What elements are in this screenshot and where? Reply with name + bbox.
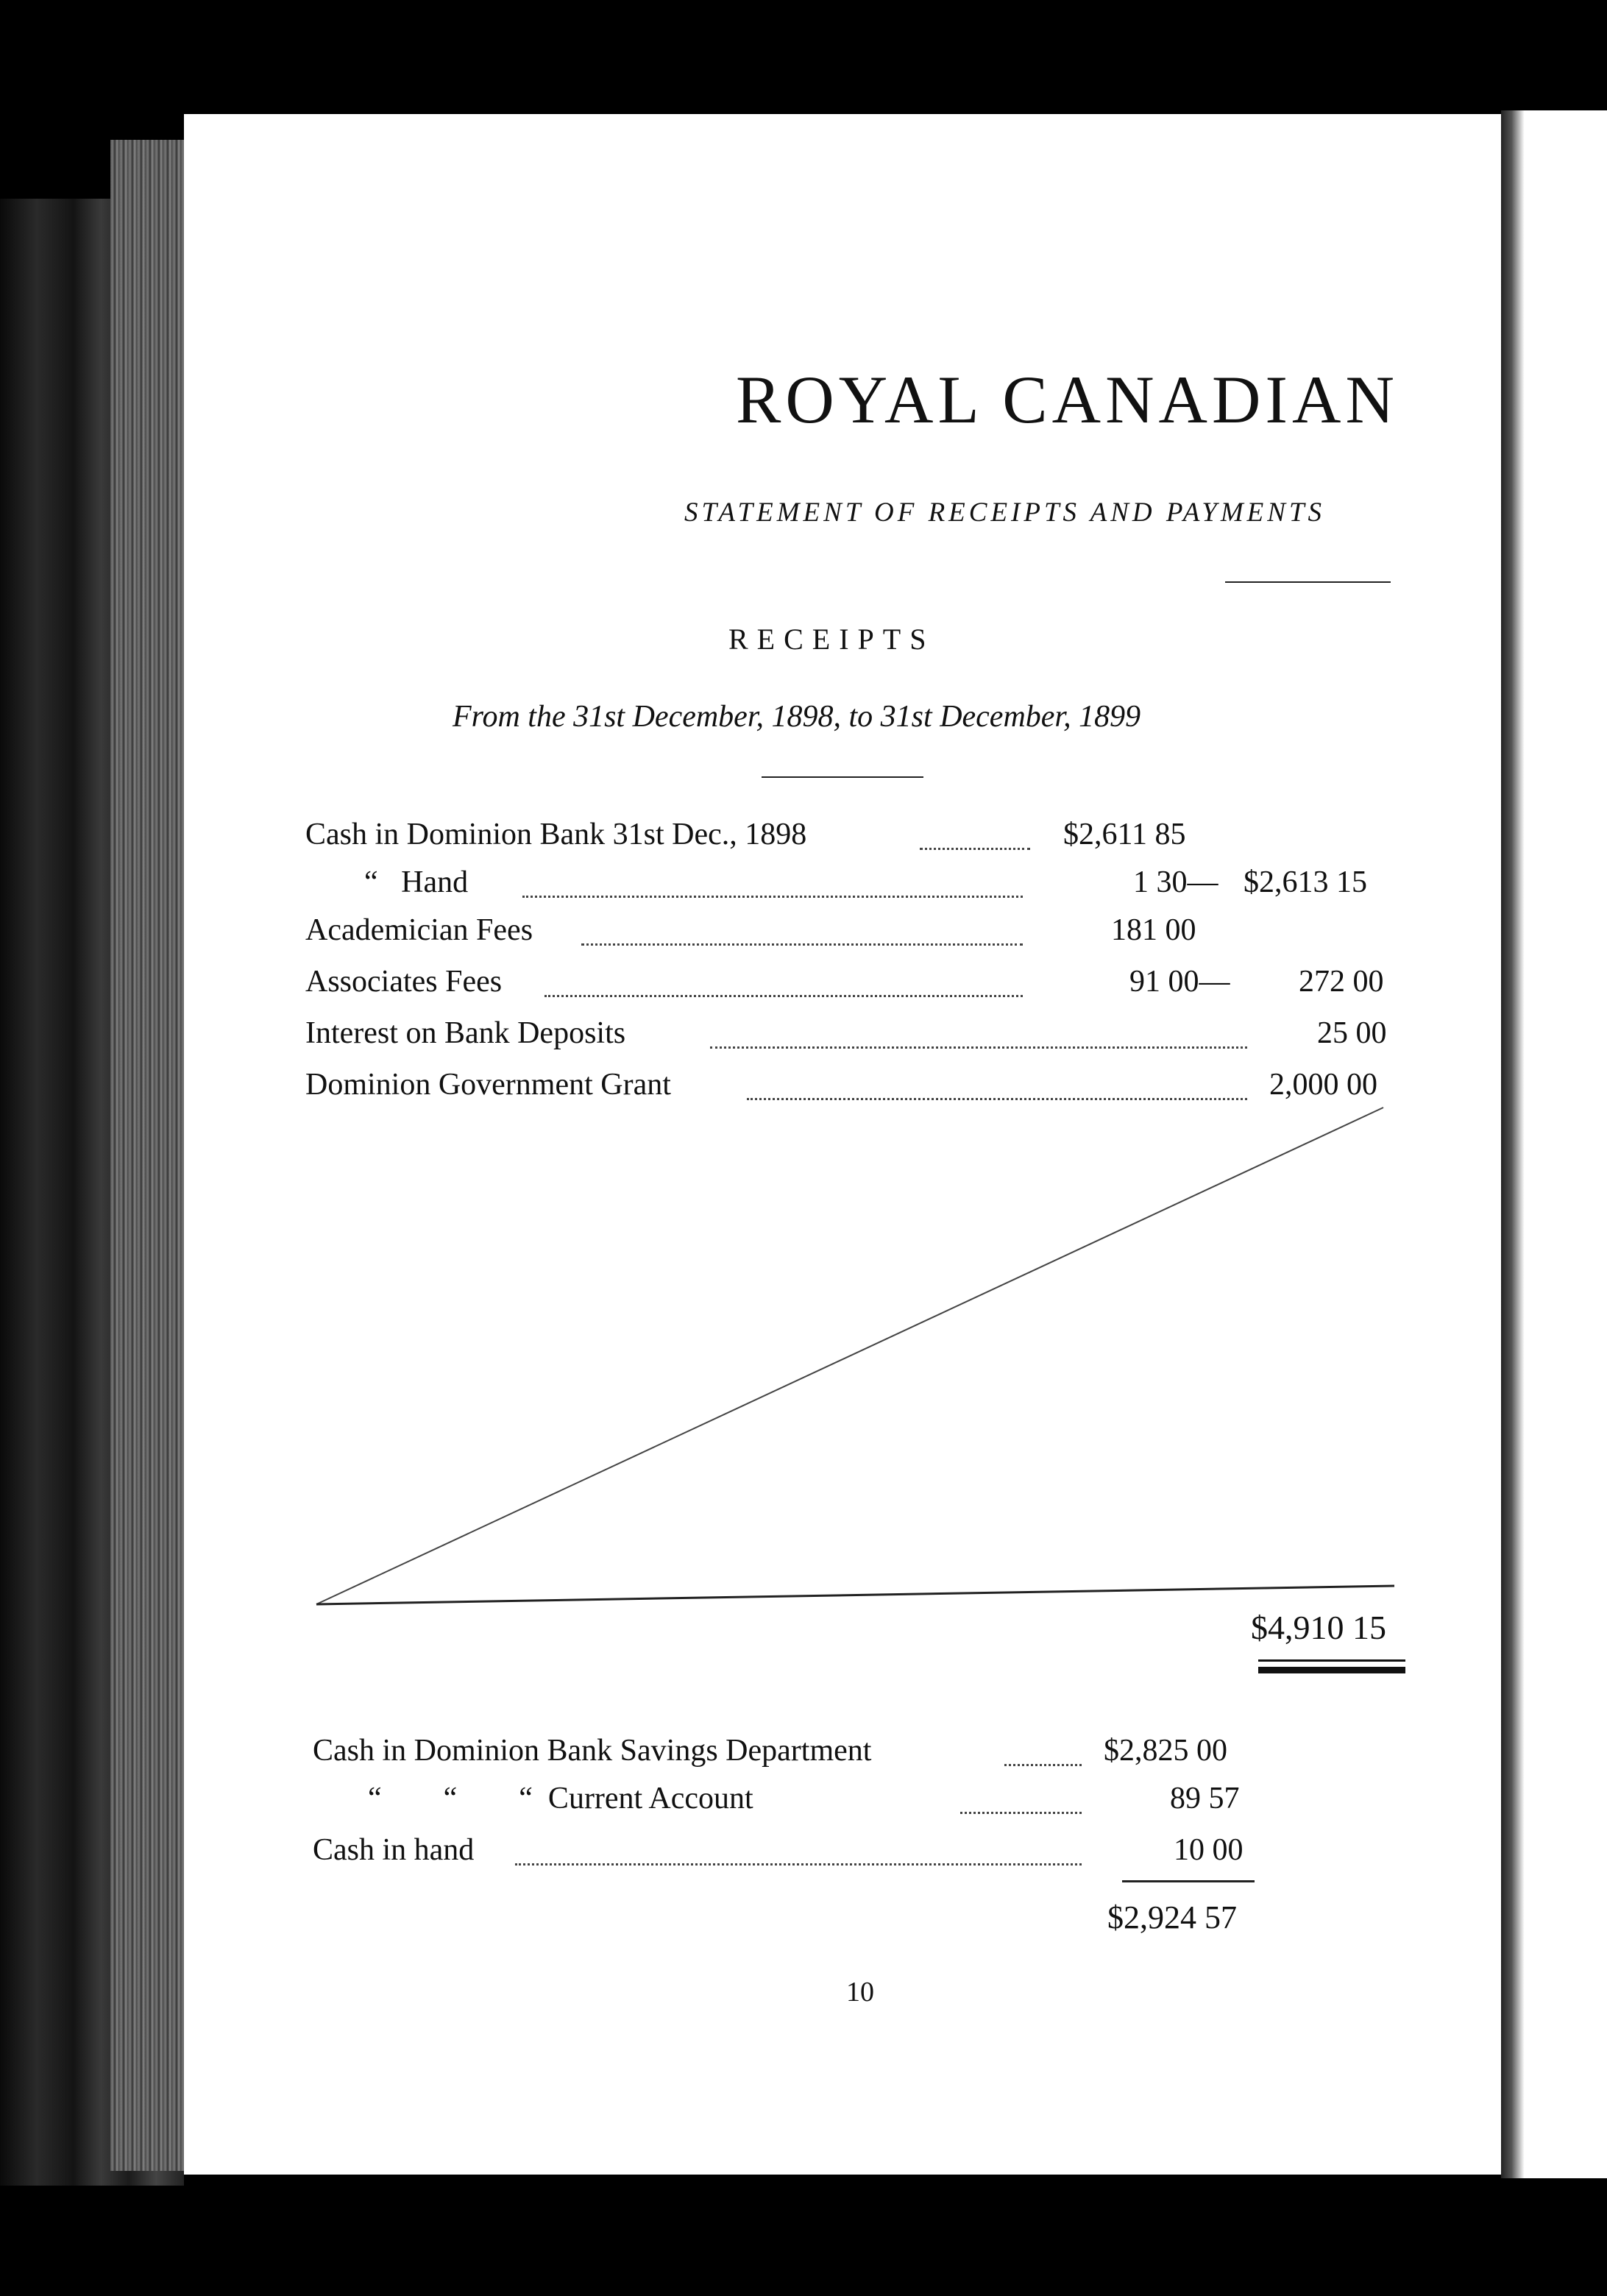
balance-label: Cash in Dominion Bank Savings Department xyxy=(313,1734,872,1768)
leader-dots xyxy=(515,1863,1082,1866)
receipt-amount: 1 30— xyxy=(1133,865,1218,899)
receipt-amount: 181 00 xyxy=(1111,913,1196,947)
receipt-label: Dominion Government Grant xyxy=(305,1068,671,1102)
period-line: From the 31st December, 1898, to 31st December, 1899 xyxy=(453,700,1141,734)
balance-row xyxy=(0,1832,1607,1877)
page-number: 10 xyxy=(846,1977,874,2008)
balances-total: $2,924 57 xyxy=(1107,1899,1237,1935)
receipts-total: $4,910 15 xyxy=(1251,1609,1386,1646)
balance-label: “ “ “ Current Account xyxy=(368,1782,753,1815)
receipt-total: 272 00 xyxy=(1299,965,1384,999)
balance-amount: $2,825 00 xyxy=(1104,1734,1227,1768)
statement-subtitle: STATEMENT OF RECEIPTS AND PAYMENTS xyxy=(684,497,1326,528)
balance-row xyxy=(0,1781,1607,1825)
balances-rule xyxy=(1122,1880,1255,1882)
total-double-rule-thick xyxy=(1258,1667,1405,1673)
receipt-label: Associates Fees xyxy=(305,965,503,999)
receipt-total: 25 00 xyxy=(1317,1016,1387,1050)
balance-row xyxy=(0,1733,1607,1777)
receipt-label: Academician Fees xyxy=(305,913,533,947)
leader-dots xyxy=(960,1812,1082,1814)
balance-label: Cash in hand xyxy=(313,1833,475,1867)
section-heading: RECEIPTS xyxy=(728,623,935,656)
page-title: ROYAL CANADIAN xyxy=(736,362,1399,437)
receipt-label: Interest on Bank Deposits xyxy=(305,1016,626,1050)
receipt-amount: $2,611 85 xyxy=(1063,818,1186,851)
receipt-total: 2,000 00 xyxy=(1269,1068,1377,1102)
leader-dots xyxy=(1004,1764,1082,1766)
closing-rule xyxy=(316,1586,1394,1604)
receipt-label: Cash in Dominion Bank 31st Dec., 1898 xyxy=(305,818,807,851)
balance-amount: 89 57 xyxy=(1170,1782,1240,1815)
balance-amount: 10 00 xyxy=(1174,1833,1244,1867)
receipt-label: “ Hand xyxy=(364,865,469,899)
total-double-rule xyxy=(1258,1659,1405,1662)
receipt-total: $2,613 15 xyxy=(1244,865,1367,899)
diagonal-line xyxy=(316,1108,1383,1604)
receipt-amount: 91 00— xyxy=(1129,965,1230,999)
